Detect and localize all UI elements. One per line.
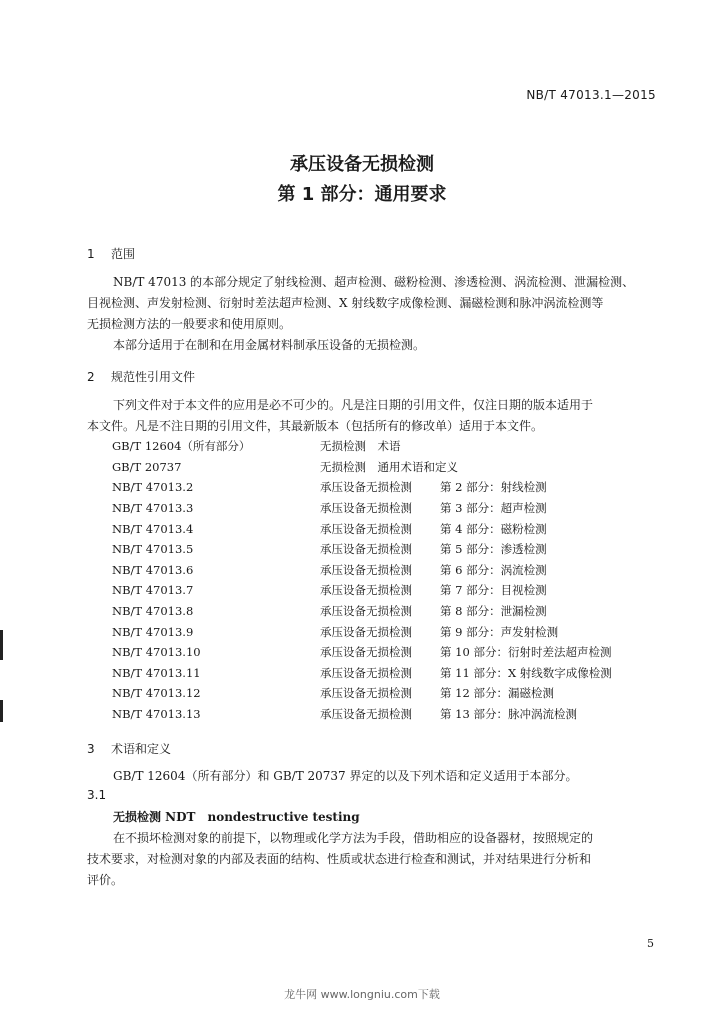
- reference-title: 承压设备无损检测: [320, 624, 412, 639]
- section-title: 范围: [111, 247, 136, 261]
- reference-title: 承压设备无损检测: [320, 583, 412, 598]
- reference-code: NB/T 47013.12: [112, 686, 201, 701]
- reference-part: 第 8 部分：泄漏检测: [440, 604, 547, 619]
- reference-row: [112, 518, 670, 539]
- section-heading-scope: [87, 245, 135, 262]
- reference-code: NB/T 47013.2: [112, 480, 194, 495]
- reference-code: NB/T 47013.3: [112, 501, 194, 516]
- reference-code: GB/T 12604（所有部分）: [112, 439, 251, 454]
- page-number: 5: [647, 937, 654, 950]
- section-title: 规范性引用文件: [111, 370, 196, 384]
- section-heading-normative-references: [87, 368, 195, 385]
- reference-part: 第 6 部分：涡流检测: [440, 562, 547, 577]
- reference-row: [112, 642, 670, 663]
- reference-code: NB/T 47013.13: [112, 707, 201, 722]
- normative-intro-line: 下列文件对于本文件的应用是必不可少的。凡是注日期的引用文件，仅注日期的版本适用于: [113, 398, 594, 412]
- reference-title: 承压设备无损检测: [320, 562, 412, 577]
- reference-code: NB/T 47013.9: [112, 624, 194, 639]
- reference-row: [112, 683, 670, 704]
- reference-code: NB/T 47013.7: [112, 583, 194, 598]
- clause-number: 3.1: [87, 788, 107, 802]
- document-subtitle: 第 1 部分：通用要求: [277, 184, 447, 205]
- normative-intro-line: 本文件。凡是不注日期的引用文件，其最新版本（包括所有的修改单）适用于本文件。: [87, 419, 544, 433]
- term-definition-line: 评价。: [87, 873, 124, 887]
- reference-code: NB/T 47013.10: [112, 645, 201, 660]
- scope-applicability: 本部分适用于在制和在用金属材料制承压设备的无损检测。: [113, 338, 426, 352]
- reference-part: 第 5 部分：渗透检测: [440, 542, 547, 557]
- reference-part: 第 7 部分：目视检测: [440, 583, 547, 598]
- reference-code: NB/T 47013.4: [112, 521, 194, 536]
- term-definition-line: 在不损坏检测对象的前提下，以物理或化学方法为手段，借助相应的设备器材，按照规定的: [113, 831, 594, 845]
- reference-row: [112, 621, 670, 642]
- reference-row: [112, 704, 670, 725]
- reference-title: 承压设备无损检测: [320, 604, 412, 619]
- reference-title: 承压设备无损检测: [320, 686, 412, 701]
- reference-part: 第 2 部分：射线检测: [440, 480, 547, 495]
- reference-code: GB/T 20737: [112, 459, 182, 474]
- reference-code: NB/T 47013.11: [112, 665, 201, 680]
- reference-row: [112, 560, 670, 581]
- reference-row: [112, 477, 670, 498]
- reference-row: [112, 539, 670, 560]
- scan-edge-mark: [0, 700, 3, 722]
- term-heading: 无损检测 NDT nondestructive testing: [113, 810, 360, 824]
- reference-part: 第 3 部分：超声检测: [440, 501, 547, 516]
- reference-title: 承压设备无损检测: [320, 501, 412, 516]
- terms-intro: GB/T 12604（所有部分）和 GB/T 20737 界定的以及下列术语和定义适用于本部分。: [113, 769, 578, 783]
- standard-number: NB/T 47013.1—2015: [526, 88, 656, 102]
- reference-title: 无损检测 术语: [320, 439, 401, 454]
- reference-row: [112, 436, 670, 457]
- reference-title: 承压设备无损检测: [320, 542, 412, 557]
- term-definition-line: 技术要求，对检测对象的内部及表面的结构、性质或状态进行检查和测试，并对结果进行分析和: [87, 852, 592, 866]
- reference-title: 承压设备无损检测: [320, 645, 412, 660]
- reference-list: [112, 436, 670, 724]
- scope-paragraph-line: NB/T 47013 的本部分规定了射线检测、超声检测、磁粉检测、渗透检测、涡流检测、泄漏检测、: [113, 275, 635, 289]
- reference-code: NB/T 47013.6: [112, 562, 194, 577]
- reference-title: 承压设备无损检测: [320, 707, 412, 722]
- reference-row: [112, 580, 670, 601]
- reference-part: 第 12 部分：漏磁检测: [440, 686, 554, 701]
- document-title: 承压设备无损检测: [290, 154, 434, 175]
- reference-title: 承压设备无损检测: [320, 480, 412, 495]
- download-watermark: 龙牛网 www.longniu.com下载: [284, 988, 440, 1001]
- scan-edge-mark: [0, 630, 3, 660]
- reference-row: [112, 498, 670, 519]
- section-heading-terms: [87, 740, 171, 757]
- scope-paragraph-line: 无损检测方法的一般要求和使用原则。: [87, 317, 292, 331]
- reference-part: 第 9 部分：声发射检测: [440, 624, 559, 639]
- section-number: 1: [87, 247, 95, 261]
- reference-part: 第 4 部分：磁粉检测: [440, 521, 547, 536]
- reference-part: 第 11 部分：X 射线数字成像检测: [440, 665, 612, 680]
- reference-row: [112, 601, 670, 622]
- section-number: 3: [87, 742, 95, 756]
- reference-title: 承压设备无损检测: [320, 521, 412, 536]
- reference-code: NB/T 47013.8: [112, 604, 194, 619]
- section-number: 2: [87, 370, 95, 384]
- reference-code: NB/T 47013.5: [112, 542, 194, 557]
- section-title: 术语和定义: [111, 742, 172, 756]
- reference-title: 承压设备无损检测: [320, 665, 412, 680]
- scope-paragraph-line: 目视检测、声发射检测、衍射时差法超声检测、X 射线数字成像检测、漏磁检测和脉冲涡流检测等: [87, 296, 604, 310]
- reference-title: 无损检测 通用术语和定义: [320, 459, 458, 474]
- reference-part: 第 13 部分：脉冲涡流检测: [440, 707, 577, 722]
- reference-row: [112, 457, 670, 478]
- reference-row: [112, 663, 670, 684]
- reference-part: 第 10 部分：衍射时差法超声检测: [440, 645, 612, 660]
